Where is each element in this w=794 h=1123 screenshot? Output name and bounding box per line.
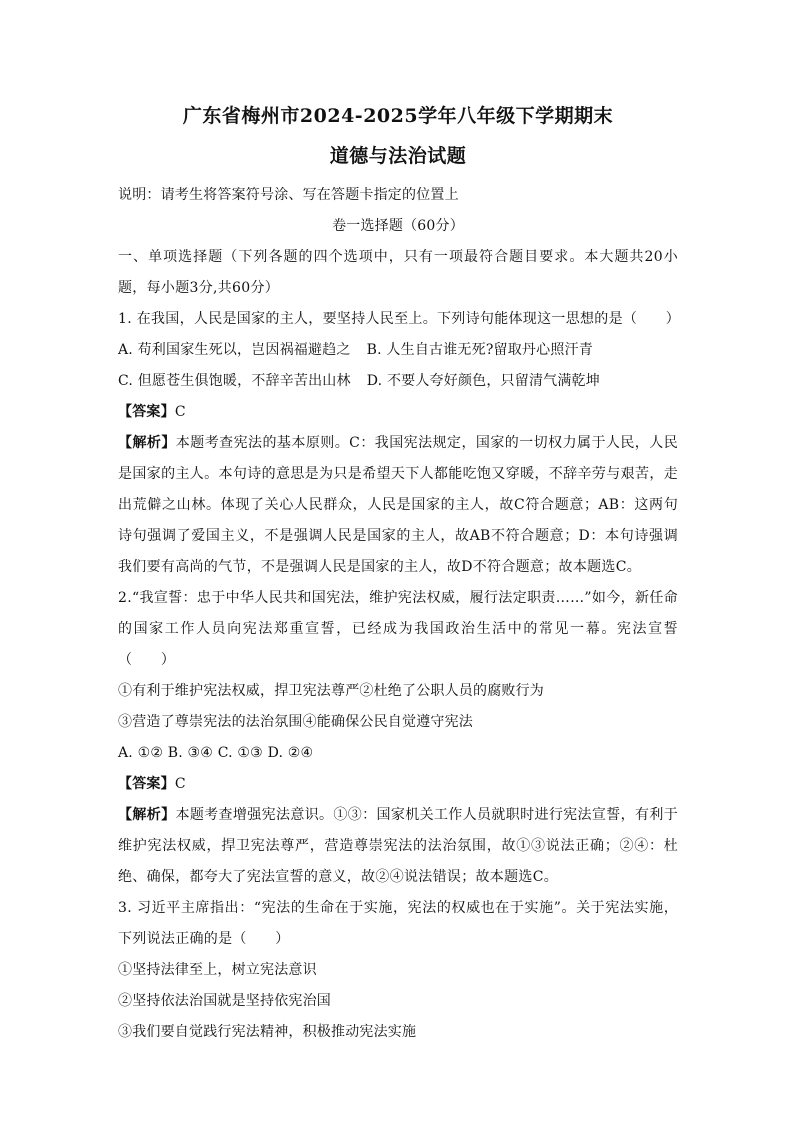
question-2-stem: 2.“我宣誓：忠于中华人民共和国宪法，维护宪法权威，履行法定职责……”如今，新任命的国家工作人员向宪法郑重宣誓，已经成为我国政治生活中的常见一幕。宪法宣誓（ ） [118,590,678,668]
question-2-options: A. ①② B. ③④ C. ①③ D. ②④ [118,745,314,761]
answer-label: 【答案】 [118,404,175,420]
question-3-statement-1: ①坚持法律至上，树立宪法意识 [118,962,317,978]
analysis-label: 【解析】 [118,807,176,823]
question-3 [118,893,678,1048]
section-title: 卷一选择题（60分） [332,218,464,234]
answer-value: C [174,776,186,792]
option-c: C. 但愿苍生俱饱暖，不辞辛苦出山林 [118,373,351,389]
analysis-text: 本题考查增强宪法意识。①③：国家机关工作人员就职时进行宪法宣誓，有利于维护宪法权威，捍卫宪法尊严，营造尊崇宪法的法治氛围，故①③说法正确；②④：杜绝、确保，都夸大了宪法宣誓的意义，故②④说法错误；故本题选C。 [118,807,679,885]
exam-title: 广东省梅州市2024-2025学年八年级下学期期末 [182,105,614,127]
question-2-statement-1: ①有利于维护宪法权威，捍卫宪法尊严②杜绝了公职人员的腐败行为 [118,683,544,699]
question-2 [118,583,678,893]
answer-label: 【答案】 [118,776,175,792]
analysis-text: 本题考查宪法的基本原则。C：我国宪法规定，国家的一切权力属于人民，人民是国家的主人。本句诗的意思是为只是希望天下人都能吃饱又穿暖，不辞辛劳与艰苦，走出荒僻之山林。体现了关心人民群众，人民是国家的主人，故C符合题意；AB：这两句诗句强调了爱国主义，不是强调人民是国家的主人，故AB不符合题意；D：本句诗强调我们要有高尚的气节，不是强调人民是国家的主人，故D不符合题意；故本题选C。 [118,435,678,575]
question-1-answer [118,397,678,428]
question-1 [118,304,681,583]
question-3-statement-3: ③我们要自觉践行宪法精神，积极推动宪法实施 [118,1024,417,1040]
instruction-text: 说明：请考生将答案符号涂、写在答题卡指定的位置上 [118,187,459,203]
exam-subtitle: 道德与法治试题 [329,145,467,167]
part1-intro: 一、单项选择题（下列各题的四个选项中，只有一项最符合题目要求。本大题共20小题，每小题3分,共60分） [118,249,678,296]
question-1-analysis [118,428,678,583]
exam-page [118,96,681,1048]
option-b: B. 人生自古谁无死?留取丹心照汗青 [366,342,593,358]
question-2-analysis [118,800,678,893]
answer-value: C [174,404,186,420]
option-a: A. 苟利国家生死以，岂因祸福避趋之 [118,342,351,358]
option-d: D. 不要人夸好颜色，只留清气满乾坤 [366,373,600,389]
question-3-stem: 3. 习近平主席指出：“宪法的生命在于实施，宪法的权威也在于实施”。关于宪法实施，下列说法正确的是（ ） [118,900,678,947]
question-2-answer [118,769,678,800]
question-2-statement-2: ③营造了尊崇宪法的法治氛围④能确保公民自觉遵守宪法 [118,714,473,730]
question-1-options-row-2 [118,366,678,397]
question-3-statement-2: ②坚持依法治国就是坚持依宪治国 [118,993,331,1009]
question-1-options-row-1 [118,335,678,366]
analysis-label: 【解析】 [118,435,176,451]
question-1-stem: 1. 在我国，人民是国家的主人，要坚持人民至上。下列诗句能体现这一思想的是（ ） [118,311,681,327]
